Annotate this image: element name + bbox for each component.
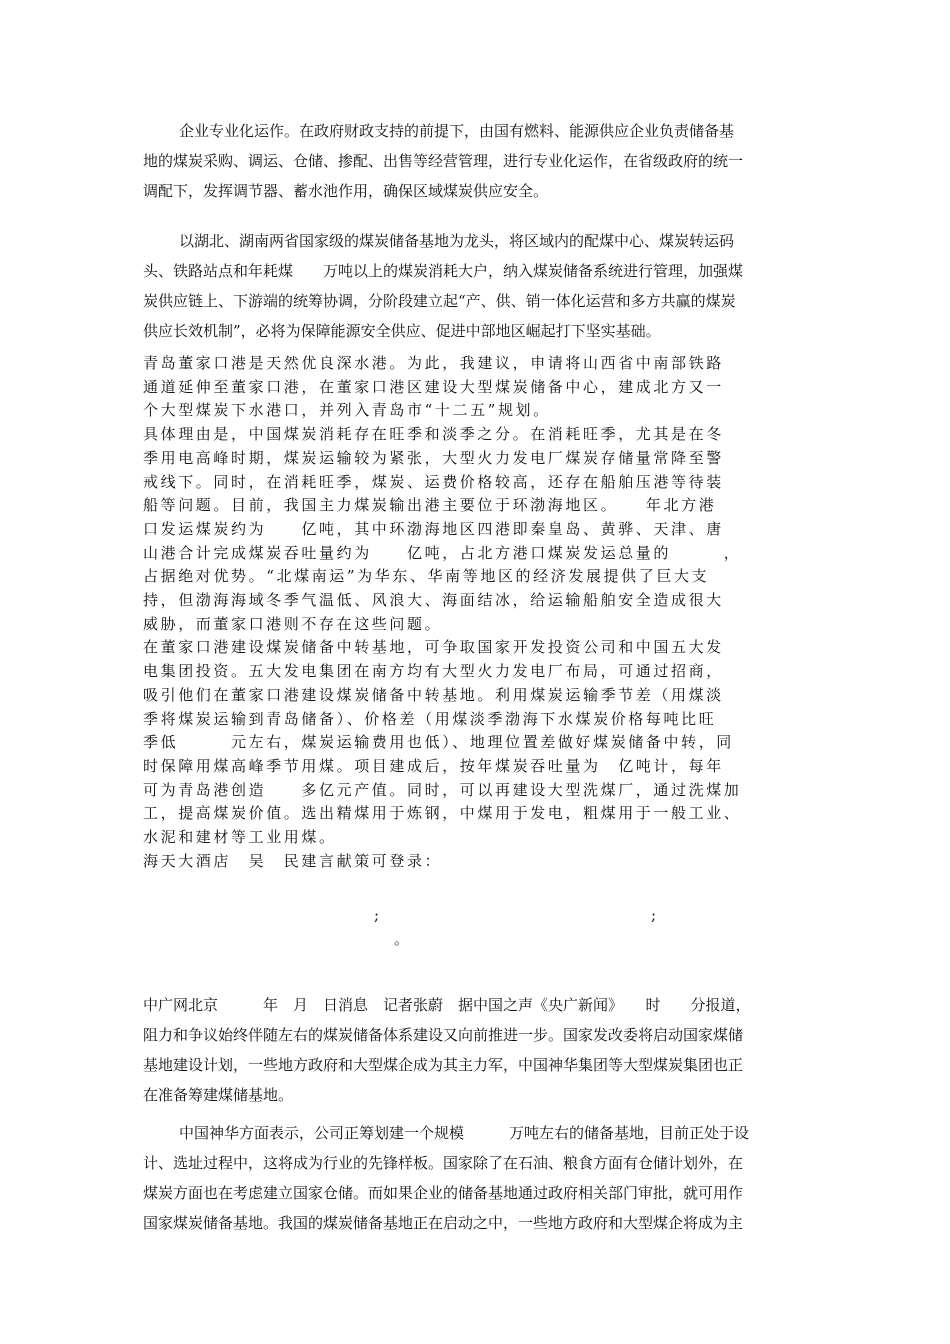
punctuation-row	[0, 902, 950, 948]
text-line: 供应长效机制”，必将为保障能源安全供应、促进中部地区崛起打下坚实基础。	[143, 322, 661, 340]
text-line: 口发运煤炭约为 亿吨，其中环渤海地区四港即秦皇岛、黄骅、天津、唐	[143, 519, 724, 538]
text-line: 计、选址过程中，这将成为行业的先锋样板。国家除了在石油、粮食方面有仓储计划外，在	[143, 1154, 744, 1172]
text-line: 基地建设计划，一些地方政府和大型煤企成为其主力军，中国神华集团等大型煤炭集团也正	[143, 1056, 744, 1074]
text-line: 威胁，而董家口港则不存在这些问题。	[143, 614, 443, 633]
text-line: 占据绝对优势。“北煤南运”为华东、华南等地区的经济发展提供了巨大支	[143, 567, 710, 586]
text-line: 企业专业化运作。在政府财政支持的前提下，由国有燃料、能源供应企业负责储备基	[179, 122, 735, 140]
text-line: 以湖北、湖南两省国家级的煤炭储备基地为龙头，将区域内的配煤中心、煤炭转运码	[179, 232, 735, 250]
text-line: 季低 元左右，煤炭运输费用也低）、地理位置差做好煤炭储备中转，同	[143, 733, 734, 752]
paragraph-dongjiakou-proposal	[143, 352, 808, 873]
text-line: 煤炭方面也在考虑建立国家仓储。而如果企业的储备基地通过政府相关部门审批，就可用作	[143, 1184, 744, 1202]
text-line: 戒线下。同时，在消耗旺季，煤炭、运费价格较高，还存在船舶压港等待装	[143, 472, 724, 491]
text-line: 电集团投资。五大发电集团在南方均有大型火力发电厂布局，可通过招商，	[143, 662, 724, 681]
text-line: 个大型煤炭下水港口，并列入青岛市“十二五”规划。	[143, 401, 551, 420]
punctuation-mark: 。	[394, 930, 410, 948]
text-line: 持，但渤海海域冬季气温低、风浪大、海面结冰，给运输船舶安全造成很大	[143, 591, 724, 610]
text-line: 青岛董家口港是天然优良深水港。为此，我建议，申请将山西省中南部铁路	[143, 354, 724, 372]
text-line: 在董家口港建设煤炭储备中转基地，可争取国家开发投资公司和中国五大发	[143, 638, 724, 657]
text-line: 船等问题。目前，我国主力煤炭输出港主要位于环渤海地区。 年北方港	[143, 496, 717, 515]
paragraph-enterprise-operation	[143, 116, 808, 206]
punctuation-mark: ;	[374, 906, 380, 924]
text-line: 季用电高峰时期，煤炭运输较为紧张，大型火力发电厂煤炭存储量常降至警	[143, 448, 724, 467]
text-line: 季将煤炭运输到青岛储备）、价格差（用煤淡季渤海下水煤炭价格每吨比旺	[143, 709, 717, 728]
paragraph-cnr-news	[143, 990, 808, 1110]
text-line: 在准备筹建煤储基地。	[143, 1086, 294, 1104]
text-line: 可为青岛港创造 多亿元产值。同时，可以再建设大型洗煤厂，通过洗煤加	[143, 780, 742, 799]
text-line: 具体理由是，中国煤炭消耗存在旺季和淡季之分。在消耗旺季，尤其是在冬	[143, 425, 724, 444]
paragraph-hubei-hunan	[143, 226, 808, 346]
text-line: 山港合计完成煤炭吞吐量约为 亿吨，占北方港口煤炭发运总量的 ，	[143, 543, 742, 562]
text-line: 时保障用煤高峰季节用煤。项目建成后，按年煤炭吞吐量为 亿吨计，每年	[143, 756, 724, 775]
text-line: 通道延伸至董家口港，在董家口港区建设大型煤炭储备中心，建成北方又一	[143, 377, 724, 396]
text-line: 调配下，发挥调节器、蓄水池作用，确保区域煤炭供应安全。	[143, 182, 549, 200]
punctuation-mark: ;	[651, 906, 657, 924]
text-line: 炭供应链上、下游端的统筹协调，分阶段建立起“产、供、销一体化运营和多方共赢的煤炭	[143, 292, 736, 310]
text-line: 工，提高煤炭价值。选出精煤用于炼钢，中煤用于发电，粗煤用于一般工业、	[143, 804, 742, 823]
text-line: 国家煤炭储备基地。我国的煤炭储备基地正在启动之中，一些地方政府和大型煤企将成为主	[143, 1214, 744, 1232]
text-line: 地的煤炭采购、调运、仓储、掺配、出售等经营管理，进行专业化运作，在省级政府的统一	[143, 152, 744, 170]
text-line: 海天大酒店 吴 民建言献策可登录：	[143, 851, 443, 870]
text-line: 头、铁路站点和年耗煤 万吨以上的煤炭消耗大户，纳入煤炭储备系统进行管理，加强煤	[143, 262, 744, 280]
text-line: 吸引他们在董家口港建设煤炭储备中转基地。利用煤炭运输季节差（用煤淡	[143, 685, 724, 704]
text-line: 中广网北京 年 月 日消息 记者张蔚 据中国之声《央广新闻》 时 分报道，	[143, 996, 751, 1014]
text-line: 中国神华方面表示，公司正筹划建一个规模 万吨左右的储备基地，目前正处于设	[179, 1124, 750, 1142]
text-line: 阻力和争议始终伴随左右的煤炭储备体系建设又向前推进一步。国家发改委将启动国家煤储	[143, 1026, 744, 1044]
text-line: 水泥和建材等工业用煤。	[143, 828, 337, 847]
paragraph-shenhua	[143, 1118, 808, 1238]
